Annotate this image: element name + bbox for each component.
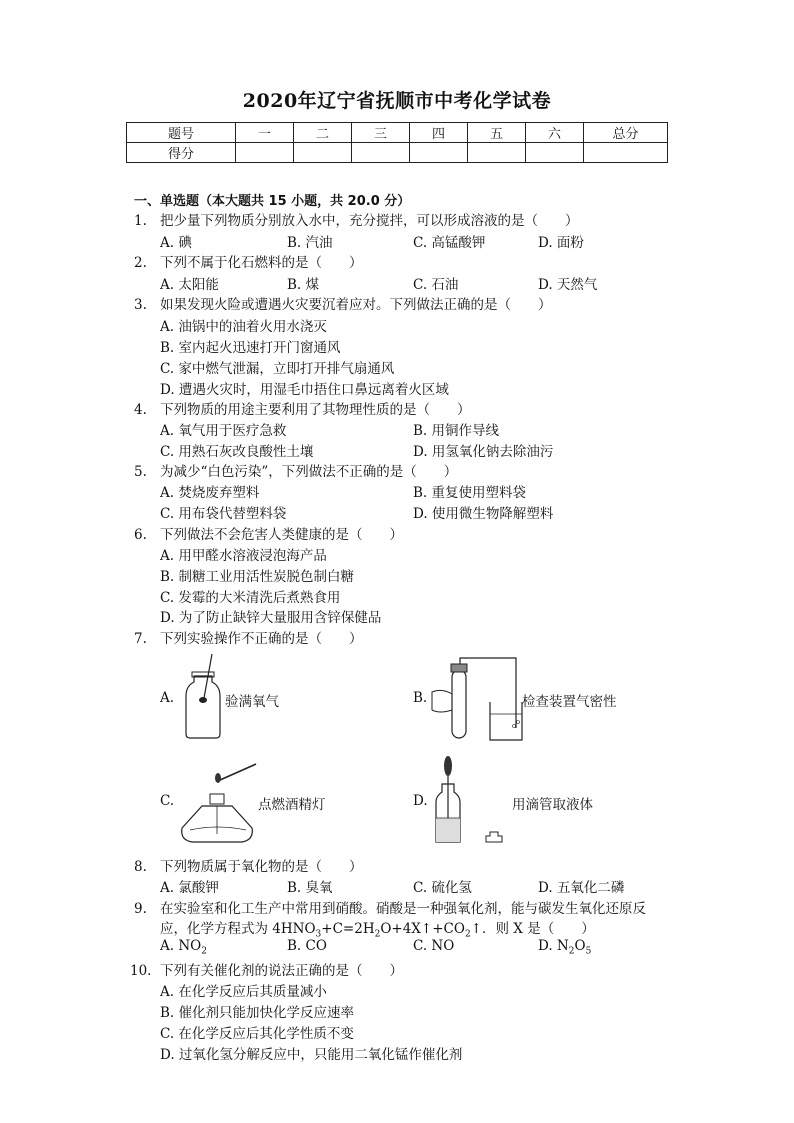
- option-c[interactable]: C. 用布袋代替塑料袋: [160, 506, 287, 522]
- option-d[interactable]: [538, 938, 591, 957]
- equation-part: ↑．则 X 是（ ）: [470, 921, 595, 937]
- equation-part: O+4X↑+CO: [380, 921, 465, 937]
- question-number: 5.: [134, 464, 147, 480]
- figure-caption-a: 验满氧气: [225, 694, 279, 710]
- option-c[interactable]: C. 硫化氢: [413, 880, 472, 896]
- alcohol-lamp-illustration: [180, 760, 260, 845]
- equation-part: 应，化学方程式为 4HNO: [160, 921, 316, 937]
- score-table-score-row: [127, 143, 668, 163]
- header-cell: 二: [294, 123, 352, 143]
- question-stem: 如果发现火险或遭遇火灾要沉着应对。下列做法正确的是（ ）: [160, 297, 552, 313]
- question-number: 3.: [134, 297, 147, 313]
- question-number: 8.: [134, 859, 147, 875]
- question-number: 7.: [134, 631, 147, 647]
- score-cell[interactable]: [584, 143, 668, 163]
- question-number: 10.: [130, 963, 152, 979]
- header-cell: 一: [236, 123, 294, 143]
- row-label: 得分: [127, 143, 236, 163]
- question-number: 9.: [134, 901, 147, 917]
- question-stem: 把少量下列物质分别放入水中，充分搅拌，可以形成溶液的是（ ）: [160, 213, 579, 229]
- question-stem: 下列实验操作不正确的是（ ）: [160, 631, 363, 647]
- question-stem: 下列不属于化石燃料的是（ ）: [160, 255, 363, 271]
- question-stem: 下列物质的用途主要利用了其物理性质的是（ ）: [160, 402, 471, 418]
- option-b[interactable]: B. CO: [287, 938, 327, 954]
- airtightness-apparatus-illustration: [430, 652, 525, 744]
- option-b[interactable]: B. 煤: [287, 277, 320, 293]
- subscript: 5: [585, 946, 592, 957]
- question-4: [134, 398, 471, 418]
- score-cell[interactable]: [410, 143, 468, 163]
- question-2: [134, 251, 363, 271]
- question-stem: 下列有关催化剂的说法正确的是（ ）: [160, 963, 403, 979]
- option-d[interactable]: D. 为了防止缺锌大量服用含锌保健品: [160, 610, 382, 626]
- option-text: D. N: [538, 938, 569, 954]
- option-a[interactable]: A. 碘: [160, 235, 192, 251]
- option-d[interactable]: D. 天然气: [538, 277, 598, 293]
- question-number: 6.: [134, 527, 147, 543]
- option-d[interactable]: D. 遭遇火灾时，用湿毛巾捂住口鼻远离着火区域: [160, 382, 449, 398]
- question-stem: 下列做法不会危害人类健康的是（ ）: [160, 527, 403, 543]
- option-a[interactable]: A. 在化学反应后其质量减小: [160, 984, 327, 1000]
- header-cell: 三: [352, 123, 410, 143]
- score-table-header-row: [127, 123, 668, 143]
- question-number: 1.: [134, 213, 147, 229]
- score-cell[interactable]: [526, 143, 584, 163]
- question-6: [134, 523, 403, 543]
- page-title: 2020年辽宁省抚顺市中考化学试卷: [242, 90, 552, 112]
- header-cell: 五: [468, 123, 526, 143]
- section-heading: 一、单选题（本大题共 15 小题，共 20.0 分）: [134, 194, 411, 209]
- question-stem: 下列物质属于氧化物的是（ ）: [160, 859, 363, 875]
- subscript: 2: [201, 946, 207, 957]
- option-b[interactable]: B.: [413, 690, 428, 706]
- option-a[interactable]: A. 太阳能: [160, 277, 219, 293]
- option-c[interactable]: C. 高锰酸钾: [413, 235, 486, 251]
- header-cell: 四: [410, 123, 468, 143]
- option-c[interactable]: C. 石油: [413, 277, 459, 293]
- score-cell[interactable]: [352, 143, 410, 163]
- option-a[interactable]: A. 氯酸钾: [160, 880, 219, 896]
- subscript: 3: [315, 929, 322, 940]
- dropper-bottle-illustration: [432, 752, 512, 847]
- equation-part: +C=2H: [321, 921, 375, 937]
- option-d[interactable]: D. 面粉: [538, 235, 584, 251]
- figure-caption-b: 检查装置气密性: [522, 694, 617, 710]
- option-a[interactable]: A. 焚烧废弃塑料: [160, 485, 260, 501]
- option-c[interactable]: C. NO: [413, 938, 455, 954]
- option-b[interactable]: B. 重复使用塑料袋: [413, 485, 527, 501]
- option-b[interactable]: B. 室内起火迅速打开门窗通风: [160, 340, 341, 356]
- option-b[interactable]: B. 用铜作导线: [413, 423, 500, 439]
- option-b[interactable]: B. 臭氧: [287, 880, 333, 896]
- option-d[interactable]: D. 使用微生物降解塑料: [413, 506, 554, 522]
- option-b[interactable]: B. 催化剂只能加快化学反应速率: [160, 1005, 355, 1021]
- subscript: 2: [568, 946, 575, 957]
- option-text: A. NO: [160, 938, 202, 954]
- question-3: [134, 293, 552, 313]
- question-number: 2.: [134, 255, 147, 271]
- gas-bottle-illustration: [178, 652, 228, 742]
- option-d[interactable]: D. 过氧化氢分解反应中，只能用二氧化锰作催化剂: [160, 1047, 463, 1063]
- question-1: [134, 209, 579, 229]
- option-a[interactable]: A.: [160, 690, 175, 706]
- option-a[interactable]: A. 氧气用于医疗急救: [160, 423, 287, 439]
- score-table: [126, 122, 668, 163]
- header-cell: 总分: [584, 123, 668, 143]
- figure-caption-c: 点燃酒精灯: [258, 797, 326, 813]
- question-stem: 在实验室和化工生产中常用到硝酸。硝酸是一种强氧化剂，能与碳发生氧化还原反: [160, 901, 646, 917]
- question-number: 4.: [134, 402, 147, 418]
- option-c[interactable]: C.: [160, 793, 175, 809]
- score-cell[interactable]: [236, 143, 294, 163]
- score-cell[interactable]: [294, 143, 352, 163]
- option-a[interactable]: [160, 938, 207, 957]
- option-a[interactable]: A. 油锅中的油着火用水浇灭: [160, 319, 327, 335]
- option-a[interactable]: A. 用甲醛水溶液浸泡海产品: [160, 548, 327, 564]
- question-9: [134, 897, 646, 917]
- header-cell: 题号: [127, 123, 236, 143]
- question-5: [134, 460, 457, 480]
- option-b[interactable]: B. 制糖工业用活性炭脱色制白糖: [160, 569, 355, 585]
- figure-caption-d: 用滴管取液体: [512, 797, 593, 813]
- option-c[interactable]: C. 在化学反应后其化学性质不变: [160, 1026, 354, 1042]
- option-c[interactable]: C. 用熟石灰改良酸性土壤: [160, 444, 314, 460]
- option-b[interactable]: B. 汽油: [287, 235, 333, 251]
- question-9-equation-line: [160, 917, 595, 940]
- question-7: [134, 627, 363, 647]
- question-8: [134, 855, 363, 875]
- score-cell[interactable]: [468, 143, 526, 163]
- question-stem: 为减少“白色污染”，下列做法不正确的是（ ）: [160, 464, 458, 480]
- question-10: [130, 959, 403, 979]
- subscript: 2: [374, 929, 381, 940]
- subscript: 2: [464, 929, 471, 940]
- option-d[interactable]: D.: [413, 793, 428, 809]
- option-d[interactable]: D. 五氧化二磷: [538, 880, 625, 896]
- header-cell: 六: [526, 123, 584, 143]
- option-c[interactable]: C. 发霉的大米清洗后煮熟食用: [160, 590, 341, 606]
- option-d[interactable]: D. 用氢氧化钠去除油污: [413, 444, 554, 460]
- option-c[interactable]: C. 家中燃气泄漏，立即打开排气扇通风: [160, 361, 395, 377]
- option-text: O: [574, 938, 586, 954]
